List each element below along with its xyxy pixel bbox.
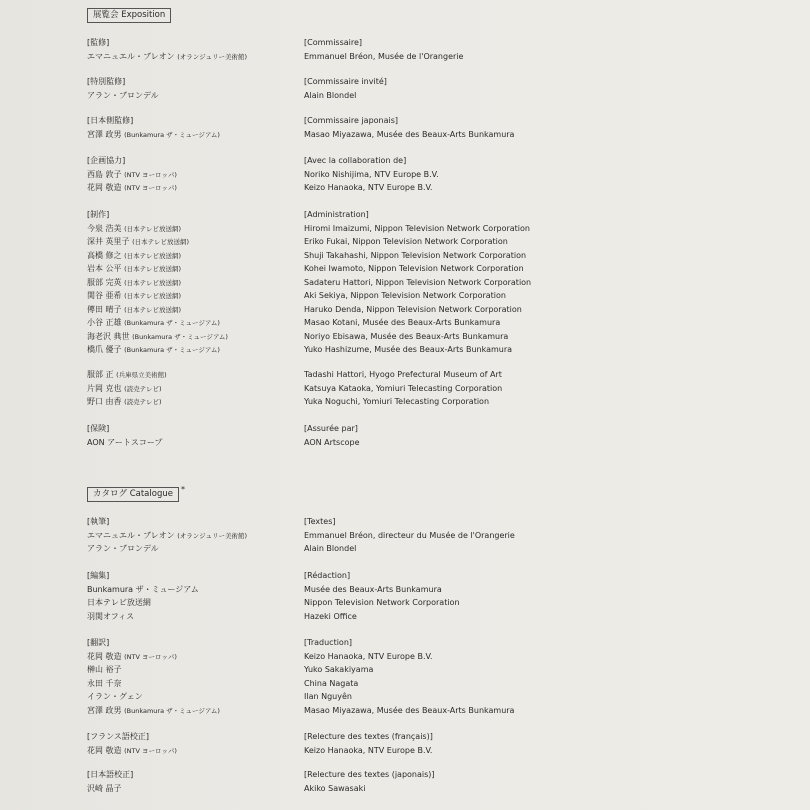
role-heading-japanese: [執筆]: [87, 517, 110, 526]
credit-group-heading: [87, 208, 787, 222]
credit-row: [87, 235, 787, 249]
credit-group: [87, 515, 787, 556]
credit-name-french: Musée des Beaux-Arts Bunkamura: [304, 584, 442, 594]
credit-row: [87, 395, 787, 409]
japanese-name: AON アートスコープ: [87, 437, 163, 447]
role-heading-french: [Commissaire japonais]: [304, 116, 399, 125]
section-title: 展覧会 Exposition: [87, 8, 171, 23]
japanese-name: アラン・ブロンデル: [87, 90, 159, 100]
japanese-affiliation: (日本テレビ放送網): [124, 251, 182, 260]
credit-name-french: Kohei Iwamoto, Nippon Television Network Corporation: [304, 264, 524, 273]
role-heading-french: [Administration]: [304, 210, 369, 219]
credit-name-french: Eriko Fukai, Nippon Television Network Corporation: [304, 237, 508, 246]
credit-row: [87, 542, 787, 556]
japanese-name: 今泉 浩美: [87, 223, 122, 233]
credit-name-japanese: [87, 50, 247, 65]
role-heading-japanese: [保険]: [87, 424, 110, 433]
role-heading-japanese: [監修]: [87, 38, 110, 47]
credit-row: [87, 610, 787, 624]
japanese-affiliation: (Bunkamura ザ・ミュージアム): [124, 130, 220, 139]
credit-group-heading: [87, 768, 787, 782]
credit-row: [87, 222, 787, 236]
credit-group: [87, 768, 787, 795]
japanese-name: 宮澤 政男: [87, 129, 122, 139]
credit-name-japanese: [87, 704, 220, 719]
credit-name-japanese: [87, 168, 177, 183]
credit-name-japanese: [87, 436, 162, 450]
credit-name-french: Shuji Takahashi, Nippon Television Network Corporation: [304, 250, 527, 260]
japanese-name: エマニュエル・ブレオン: [87, 51, 175, 61]
japanese-name: 深井 英里子: [87, 237, 130, 246]
credit-name-french: Sadateru Hattori, Nippon Television Network Corporation: [304, 277, 532, 287]
credit-row: [87, 677, 787, 691]
credit-name-japanese: [87, 382, 162, 397]
japanese-name: アラン・ブロンデル: [87, 544, 159, 553]
japanese-affiliation: (日本テレビ放送網): [124, 292, 182, 300]
japanese-name: 榊山 裕子: [87, 665, 122, 674]
credit-group: [87, 154, 787, 195]
role-heading-french: [Traduction]: [304, 638, 353, 647]
japanese-affiliation: (NTV ヨーロッパ): [124, 652, 177, 661]
credit-row: [87, 289, 787, 303]
credit-name-japanese: [87, 690, 143, 704]
credit-group-heading: [87, 75, 787, 89]
japanese-name: 片岡 克也: [87, 383, 122, 393]
role-heading-japanese: [翻訳]: [87, 638, 110, 647]
credit-name-french: Keizo Hanaoka, NTV Europe B.V.: [304, 183, 433, 192]
credit-group: [87, 368, 787, 409]
credit-name-japanese: [87, 330, 228, 345]
credit-name-japanese: [87, 222, 181, 237]
japanese-name: エマニュエル・ブレオン: [87, 530, 175, 540]
credit-group-heading: [87, 154, 787, 168]
credit-row: [87, 303, 787, 317]
credit-name-french: Tadashi Hattori, Hyogo Prefectural Museum of Art: [304, 370, 502, 379]
japanese-affiliation: (読売テレビ): [124, 398, 162, 406]
japanese-affiliation: (Bunkamura ザ・ミュージアム): [124, 346, 220, 354]
credit-name-french: Noriko Nishijima, NTV Europe B.V.: [304, 169, 439, 179]
credit-row: [87, 181, 787, 195]
credit-name-japanese: [87, 650, 177, 665]
credit-name-french: Aki Sekiya, Nippon Television Network Corporation: [304, 291, 506, 300]
credit-row: [87, 128, 787, 142]
credit-row: [87, 690, 787, 704]
credit-row: [87, 330, 787, 344]
japanese-name: 花岡 敬造: [87, 651, 122, 661]
japanese-name: イラン・グェン: [87, 692, 143, 701]
asterisk-mark: *: [180, 485, 185, 494]
credit-name-japanese: [87, 368, 167, 383]
credit-name-japanese: [87, 529, 247, 544]
role-heading-japanese: [制作]: [87, 210, 110, 219]
credit-name-japanese: [87, 663, 122, 677]
credit-name-japanese: [87, 181, 177, 196]
japanese-affiliation: (NTV ヨーロッパ): [124, 170, 177, 179]
credit-group-heading: [87, 636, 787, 650]
role-heading-french: [Relecture des textes (japonais)]: [304, 770, 435, 779]
role-heading-japanese: [フランス語校正]: [87, 732, 150, 741]
credit-name-japanese: [87, 128, 220, 143]
role-heading-japanese: [日本側監修]: [87, 116, 134, 125]
credit-name-french: Masao Kotani, Musée des Beaux-Arts Bunkamura: [304, 318, 501, 327]
credit-row: [87, 343, 787, 357]
credit-name-french: Masao Miyazawa, Musée des Beaux-Arts Bunkamura: [304, 705, 515, 715]
credit-row: [87, 650, 787, 664]
japanese-name: 関谷 亜希: [87, 291, 122, 300]
credit-group-heading: [87, 569, 787, 583]
credit-name-french: Hazeki Office: [304, 611, 357, 621]
credit-row: [87, 249, 787, 263]
credit-group-heading: [87, 515, 787, 529]
credit-row: [87, 663, 787, 677]
credit-name-japanese: [87, 542, 159, 556]
role-heading-japanese: [特別監修]: [87, 77, 126, 86]
credit-name-french: Emmanuel Bréon, Musée de l'Orangerie: [304, 51, 464, 61]
credit-group-heading: [87, 114, 787, 128]
credit-group: [87, 730, 787, 757]
credit-name-japanese: [87, 289, 181, 304]
role-heading-french: [Commissaire invité]: [304, 77, 387, 86]
japanese-affiliation: (日本テレビ放送網): [132, 238, 190, 246]
credit-name-japanese: [87, 249, 181, 264]
role-heading-french: [Assurée par]: [304, 424, 358, 433]
credit-row: [87, 782, 787, 796]
role-heading-french: [Textes]: [304, 517, 336, 526]
credit-row: [87, 382, 787, 396]
credit-name-japanese: [87, 596, 151, 610]
credit-name-japanese: [87, 395, 162, 410]
credit-name-japanese: [87, 744, 177, 759]
credit-group-heading: [87, 422, 787, 436]
credit-name-french: Ilan Nguyên: [304, 692, 352, 701]
japanese-affiliation: (読売テレビ): [124, 384, 162, 393]
credit-name-japanese: [87, 262, 181, 277]
japanese-name: 橋爪 優子: [87, 345, 122, 354]
japanese-affiliation: (日本テレビ放送網): [124, 265, 182, 273]
credit-row: [87, 168, 787, 182]
credit-name-japanese: [87, 276, 181, 291]
japanese-affiliation: (NTV ヨーロッパ): [124, 746, 177, 755]
credit-row: [87, 704, 787, 718]
credit-name-japanese: [87, 677, 122, 691]
credit-row: [87, 50, 787, 64]
credit-name-french: China Nagata: [304, 678, 359, 688]
japanese-name: 花岡 敬造: [87, 745, 122, 755]
japanese-affiliation: (日本テレビ放送網): [124, 224, 182, 233]
credit-name-french: Katsuya Kataoka, Yomiuri Telecasting Corporation: [304, 383, 503, 393]
credit-name-french: Alain Blondel: [304, 544, 357, 553]
credit-name-japanese: [87, 316, 220, 331]
japanese-name: Bunkamura ザ・ミュージアム: [87, 584, 199, 594]
japanese-name: 永田 千奈: [87, 678, 122, 688]
credit-group-heading: [87, 730, 787, 744]
japanese-name: 羽関オフィス: [87, 611, 135, 621]
credit-name-french: Keizo Hanaoka, NTV Europe B.V.: [304, 651, 433, 661]
japanese-affiliation: (オランジュリー美術館): [177, 52, 248, 61]
role-heading-french: [Avec la collaboration de]: [304, 156, 407, 165]
japanese-name: 花岡 敬造: [87, 183, 122, 192]
japanese-affiliation: (兵庫県立美術館): [116, 371, 167, 379]
role-heading-french: [Commissaire]: [304, 38, 363, 47]
japanese-name: 服部 完英: [87, 277, 122, 287]
credit-name-japanese: [87, 610, 134, 624]
japanese-affiliation: (Bunkamura ザ・ミュージアム): [124, 706, 220, 715]
section-title: カタログ Catalogue *: [87, 487, 179, 502]
credit-name-french: Haruko Denda, Nippon Television Network Corporation: [304, 304, 522, 314]
japanese-name: 西島 敦子: [87, 169, 122, 179]
japanese-name: 日本テレビ放送網: [87, 598, 151, 607]
japanese-affiliation: (オランジュリー美術館): [177, 531, 248, 540]
credit-group: [87, 114, 787, 141]
credit-name-japanese: [87, 343, 220, 358]
credit-row: [87, 316, 787, 330]
credit-group: [87, 36, 787, 63]
credit-name-japanese: [87, 235, 189, 250]
japanese-name: 宮澤 政男: [87, 705, 122, 715]
credit-name-japanese: [87, 89, 159, 103]
japanese-name: 沢崎 晶子: [87, 783, 122, 793]
role-heading-japanese: [企画協力]: [87, 156, 126, 165]
credit-group: [87, 569, 787, 623]
credit-name-french: Emmanuel Bréon, directeur du Musée de l'Orangerie: [304, 530, 515, 540]
japanese-affiliation: (日本テレビ放送網): [124, 305, 182, 314]
japanese-affiliation: (Bunkamura ザ・ミュージアム): [132, 332, 228, 341]
credit-name-japanese: [87, 782, 122, 796]
credit-group: [87, 208, 787, 357]
credit-row: [87, 436, 787, 450]
credit-name-french: Masao Miyazawa, Musée des Beaux-Arts Bunkamura: [304, 129, 515, 139]
role-heading-japanese: [日本語校正]: [87, 770, 134, 779]
credit-row: [87, 89, 787, 103]
credit-name-french: Nippon Television Network Corporation: [304, 598, 460, 607]
credit-row: [87, 596, 787, 610]
credit-row: [87, 744, 787, 758]
credit-group: [87, 75, 787, 102]
japanese-name: 野口 由香: [87, 397, 122, 406]
japanese-name: 小谷 正雄: [87, 318, 122, 327]
japanese-affiliation: (日本テレビ放送網): [124, 278, 182, 287]
japanese-name: 高橋 修之: [87, 250, 122, 260]
credit-name-japanese: [87, 583, 199, 597]
credit-row: [87, 276, 787, 290]
credit-group: [87, 422, 787, 449]
role-heading-japanese: [編集]: [87, 571, 110, 580]
credit-name-french: Noriyo Ebisawa, Musée des Beaux-Arts Bunkamura: [304, 331, 509, 341]
japanese-affiliation: (NTV ヨーロッパ): [124, 184, 177, 192]
role-heading-french: [Relecture des textes (français)]: [304, 732, 433, 741]
credit-name-french: Yuko Hashizume, Musée des Beaux-Arts Bunkamura: [304, 345, 513, 354]
credit-name-french: Yuko Sakakiyama: [304, 665, 374, 674]
credit-name-french: Akiko Sawasaki: [304, 783, 366, 793]
role-heading-french: [Rédaction]: [304, 571, 351, 580]
japanese-name: 岩本 公平: [87, 264, 122, 273]
japanese-affiliation: (Bunkamura ザ・ミュージアム): [124, 319, 220, 327]
credit-group: [87, 636, 787, 717]
credit-name-french: AON Artscope: [304, 437, 360, 447]
credit-group-heading: [87, 36, 787, 50]
credit-name-french: Hiromi Imaizumi, Nippon Television Network Corporation: [304, 223, 530, 233]
credit-name-japanese: [87, 303, 181, 318]
credit-row: [87, 583, 787, 597]
credit-name-french: Yuka Noguchi, Yomiuri Telecasting Corporation: [304, 397, 490, 406]
credit-row: [87, 529, 787, 543]
japanese-name: 傳田 晴子: [87, 304, 122, 314]
japanese-name: 海老沢 典世: [87, 331, 130, 341]
credit-name-french: Keizo Hanaoka, NTV Europe B.V.: [304, 745, 433, 755]
credit-name-french: Alain Blondel: [304, 90, 357, 100]
credit-row: [87, 262, 787, 276]
japanese-name: 服部 正: [87, 370, 114, 379]
credit-row: [87, 368, 787, 382]
